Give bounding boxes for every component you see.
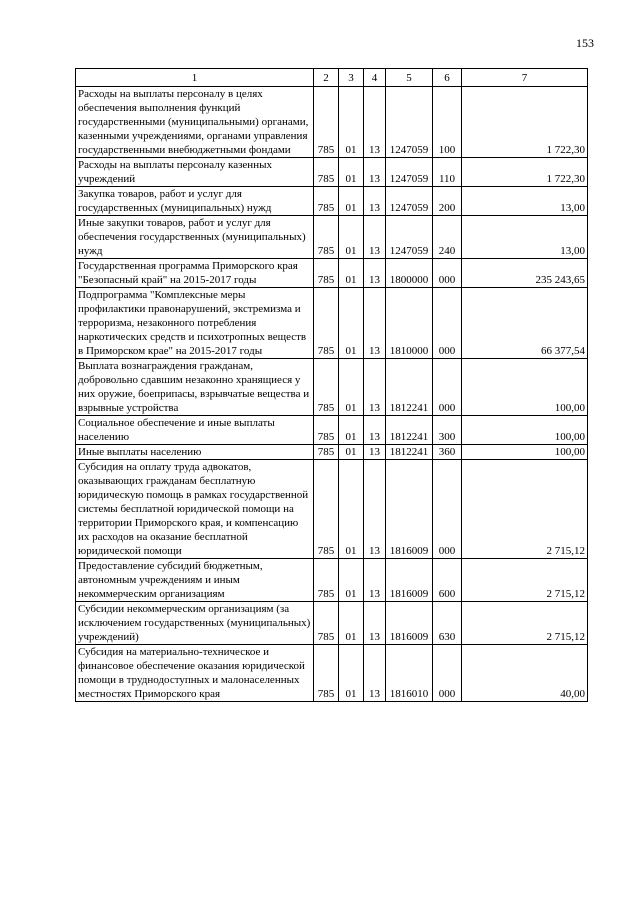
code-cell: 785 [314,460,339,559]
table-row [76,187,588,216]
row-name-cell: Государственная программа Приморского края "Безопасный край" на 2015-2017 годы [76,259,314,288]
code-cell: 000 [433,288,462,359]
code-cell: 000 [433,645,462,702]
code-cell: 785 [314,288,339,359]
header-cell: 3 [339,69,364,87]
code-cell: 1812241 [386,416,433,445]
table-row [76,645,588,702]
code-cell: 1247059 [386,187,433,216]
code-cell: 1800000 [386,259,433,288]
amount-cell: 2 715,12 [462,602,588,645]
code-cell: 600 [433,559,462,602]
code-cell: 1247059 [386,216,433,259]
header-row [76,69,588,87]
row-name-cell: Расходы на выплаты персоналу в целях обеспечения выполнения функций государственными (муниципальными) органами, казенными учреждениями, органами управления государственными внебюджетными фондами [76,87,314,158]
code-cell: 01 [339,445,364,460]
amount-cell: 100,00 [462,416,588,445]
row-name-cell: Субсидия на материально-техническое и финансовое обеспечение оказания юридической помощи в труднодоступных и малонаселенных местностях Приморского края [76,645,314,702]
code-cell: 785 [314,359,339,416]
code-cell: 13 [364,87,386,158]
code-cell: 1247059 [386,158,433,187]
code-cell: 01 [339,259,364,288]
table-row [76,602,588,645]
code-cell: 13 [364,158,386,187]
table-row [76,158,588,187]
code-cell: 13 [364,416,386,445]
table-row [76,216,588,259]
table-body [76,87,588,702]
code-cell: 360 [433,445,462,460]
code-cell: 240 [433,216,462,259]
code-cell: 200 [433,187,462,216]
amount-cell: 1 722,30 [462,158,588,187]
amount-cell: 2 715,12 [462,460,588,559]
code-cell: 01 [339,602,364,645]
amount-cell: 1 722,30 [462,87,588,158]
row-name-cell: Закупка товаров, работ и услуг для государственных (муниципальных) нужд [76,187,314,216]
code-cell: 785 [314,158,339,187]
table-row [76,259,588,288]
code-cell: 785 [314,416,339,445]
row-name-cell: Субсидия на оплату труда адвокатов, оказывающих гражданам бесплатную юридическую помощь в рамках государственной системы бесплатной юридической помощи на территории Приморского края, и компенсацию их расходов на оказание бесплатной юридической помощи [76,460,314,559]
code-cell: 01 [339,559,364,602]
code-cell: 01 [339,288,364,359]
code-cell: 000 [433,259,462,288]
row-name-cell: Социальное обеспечение и иные выплаты населению [76,416,314,445]
page-number: 153 [576,36,594,50]
code-cell: 1816009 [386,460,433,559]
table-row [76,359,588,416]
code-cell: 13 [364,259,386,288]
header-cell: 7 [462,69,588,87]
code-cell: 01 [339,460,364,559]
row-name-cell: Выплата вознаграждения гражданам, добровольно сдавшим незаконно хранящиеся у них оружие, боеприпасы, взрывчатые вещества и взрывные устройства [76,359,314,416]
table-row [76,288,588,359]
header-cell: 5 [386,69,433,87]
header-cell: 4 [364,69,386,87]
table-row [76,445,588,460]
code-cell: 13 [364,216,386,259]
header-cell: 2 [314,69,339,87]
code-cell: 785 [314,559,339,602]
code-cell: 01 [339,187,364,216]
code-cell: 1816009 [386,559,433,602]
row-name-cell: Иные выплаты населению [76,445,314,460]
code-cell: 785 [314,602,339,645]
code-cell: 785 [314,216,339,259]
table-row [76,559,588,602]
code-cell: 01 [339,216,364,259]
amount-cell: 40,00 [462,645,588,702]
row-name-cell: Расходы на выплаты персоналу казенных учреждений [76,158,314,187]
code-cell: 13 [364,602,386,645]
code-cell: 1247059 [386,87,433,158]
code-cell: 100 [433,87,462,158]
code-cell: 13 [364,445,386,460]
row-name-cell: Предоставление субсидий бюджетным, автономным учреждениям и иным некоммерческим организациям [76,559,314,602]
code-cell: 1812241 [386,359,433,416]
amount-cell: 100,00 [462,359,588,416]
table-row [76,87,588,158]
header-cell: 1 [76,69,314,87]
code-cell: 13 [364,645,386,702]
code-cell: 01 [339,645,364,702]
code-cell: 785 [314,87,339,158]
amount-cell: 100,00 [462,445,588,460]
code-cell: 000 [433,359,462,416]
code-cell: 1812241 [386,445,433,460]
code-cell: 1816010 [386,645,433,702]
budget-table [75,68,588,702]
code-cell: 785 [314,187,339,216]
row-name-cell: Субсидии некоммерческим организациям (за исключением государственных (муниципальных) учреждений) [76,602,314,645]
amount-cell: 235 243,65 [462,259,588,288]
code-cell: 13 [364,288,386,359]
code-cell: 13 [364,559,386,602]
code-cell: 01 [339,416,364,445]
code-cell: 1810000 [386,288,433,359]
header-cell: 6 [433,69,462,87]
row-name-cell: Подпрограмма "Комплексные меры профилактики правонарушений, экстремизма и терроризма, незаконного потребления наркотических средств и психотропных веществ в Приморском крае" на 2015-2017 годы [76,288,314,359]
amount-cell: 13,00 [462,187,588,216]
code-cell: 01 [339,87,364,158]
code-cell: 13 [364,359,386,416]
amount-cell: 66 377,54 [462,288,588,359]
code-cell: 000 [433,460,462,559]
code-cell: 785 [314,445,339,460]
code-cell: 785 [314,259,339,288]
table-row [76,460,588,559]
code-cell: 01 [339,158,364,187]
code-cell: 13 [364,460,386,559]
code-cell: 785 [314,645,339,702]
code-cell: 1816009 [386,602,433,645]
amount-cell: 13,00 [462,216,588,259]
table-row [76,416,588,445]
amount-cell: 2 715,12 [462,559,588,602]
code-cell: 13 [364,187,386,216]
code-cell: 01 [339,359,364,416]
code-cell: 630 [433,602,462,645]
row-name-cell: Иные закупки товаров, работ и услуг для обеспечения государственных (муниципальных) нужд [76,216,314,259]
code-cell: 300 [433,416,462,445]
code-cell: 110 [433,158,462,187]
